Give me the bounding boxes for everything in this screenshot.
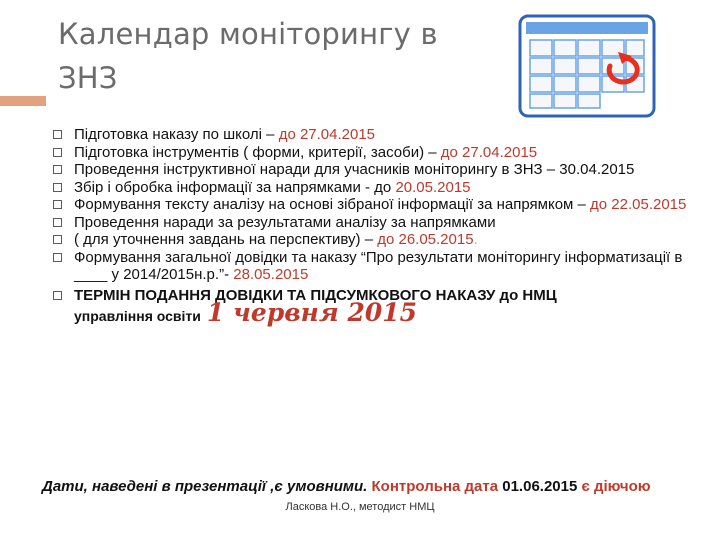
- item-date: до 27.04.2015: [278, 126, 376, 143]
- item-date: 28.05.2015: [233, 266, 309, 283]
- item-date: до 26.05.2015: [377, 231, 474, 248]
- item-date: 30.04.2015: [559, 161, 635, 178]
- square-bullet-icon: [53, 218, 62, 227]
- item-date: до 22.05.2015: [590, 196, 687, 213]
- square-bullet-icon: [53, 165, 62, 174]
- author-credit: Ласкова Н.О., методист НМЦ: [285, 501, 435, 513]
- square-bullet-icon: [53, 183, 62, 192]
- list-item-final: [50, 287, 710, 326]
- disclaimer-note: [42, 478, 712, 495]
- deadline-list: [50, 126, 710, 326]
- accent-bar: [0, 96, 46, 106]
- item-date: 20.05.2015: [395, 178, 471, 196]
- item-text: Підготовка інструментів ( форми, критерії, засоби) –: [74, 143, 441, 161]
- list-item: [50, 126, 710, 144]
- list-item: [50, 144, 710, 162]
- list-item: [50, 249, 710, 284]
- item-date: до 27.04.2015: [440, 143, 538, 161]
- final-deadline-subheading: управління освіти: [74, 308, 201, 324]
- item-text: Формування загальної довідки та наказу “Про результати моніторингу інформатизації в ____ у 2014/2015н.р.”-: [74, 248, 683, 283]
- square-bullet-icon: [53, 130, 62, 139]
- page-title: Календар моніторингу в ЗНЗ: [58, 17, 438, 95]
- list-item: [50, 179, 710, 197]
- square-bullet-icon: [53, 235, 62, 244]
- item-text: Формування тексту аналізу на основі зібраної інформації за напрямком –: [74, 196, 591, 213]
- note-tail: є діючою: [577, 478, 651, 495]
- item-text: ( для уточнення завдань на перспективу) –: [74, 231, 378, 248]
- final-deadline-heading: ТЕРМІН ПОДАННЯ ДОВІДКИ ТА ПІДСУМКОВОГО НАКАЗУ до НМЦ: [74, 286, 557, 304]
- item-text: Підготовка наказу по школі –: [74, 126, 279, 143]
- item-text: Збір і обробка інформації за напрямками - до: [74, 178, 396, 196]
- square-bullet-icon: [53, 148, 62, 157]
- square-bullet-icon: [53, 253, 62, 262]
- note-control-date: 01.06.2015: [502, 478, 578, 495]
- list-item: [50, 196, 710, 214]
- note-control-label: Контрольна дата: [367, 478, 503, 495]
- final-deadline-date: 1 червня 2015: [206, 298, 418, 327]
- note-italic: Дати, наведені в презентації ,є умовними.: [42, 478, 368, 495]
- square-bullet-icon: [53, 200, 62, 209]
- calendar-refresh-icon: [514, 6, 664, 126]
- item-suffix: .: [473, 231, 478, 248]
- list-item: [50, 231, 710, 249]
- square-bullet-icon: [53, 291, 62, 300]
- item-text: Проведення інструктивної наради для учасників моніторингу в ЗНЗ –: [74, 161, 560, 178]
- list-item: [50, 161, 710, 179]
- list-item: [50, 214, 710, 232]
- item-text: Проведення наради за результатами аналізу за напрямками: [74, 213, 496, 231]
